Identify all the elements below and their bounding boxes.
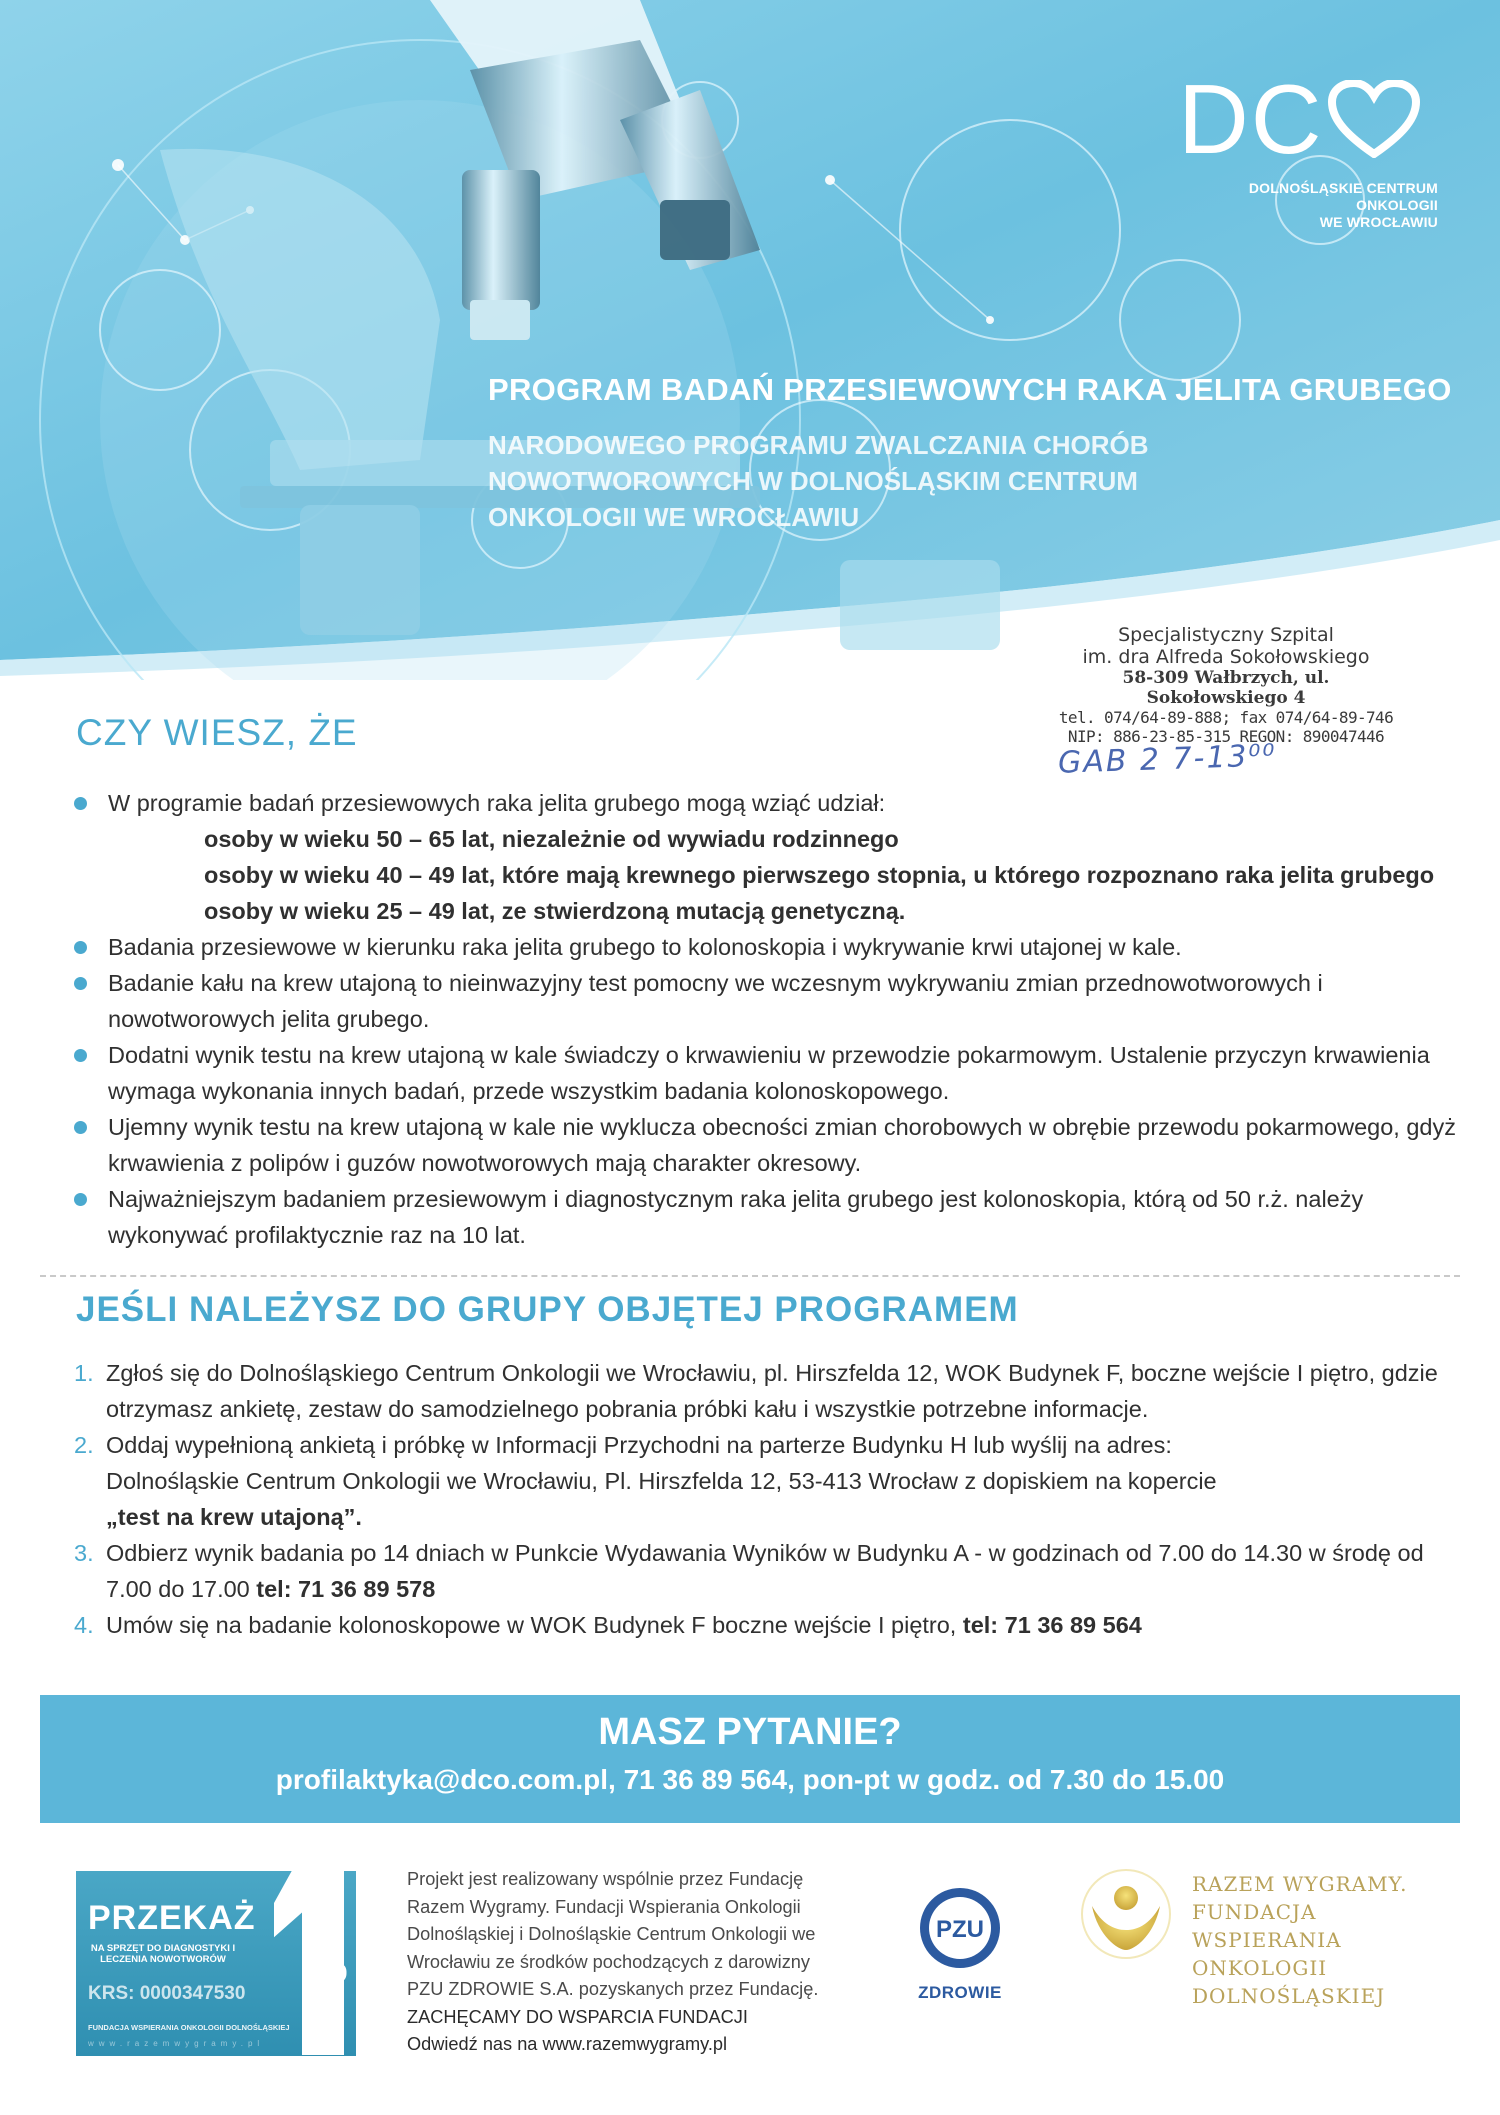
list-item [70, 1109, 1460, 1181]
step-item [70, 1535, 1460, 1607]
project-cta: ZACHĘCAMY DO WSPARCIA FUNDACJI [407, 2006, 748, 2027]
facts-list [70, 785, 1460, 1253]
razem-line1: RAZEM WYGRAMY. [1192, 1872, 1408, 1896]
banner-contact[interactable]: profilaktyka@dco.com.pl, 71 36 89 564, pon-pt w godz. od 7.30 do 15.00 [275, 1764, 1225, 1795]
stamp-line: Specjalistyczny Szpital [1118, 624, 1334, 646]
eligible-group: osoby w wieku 50 – 65 lat, niezależnie od wywiadu rodzinnego [204, 826, 899, 852]
list-item [70, 965, 1460, 1037]
razem-line3: ONKOLOGII DOLNOŚLĄSKIEJ [1192, 1956, 1386, 2008]
pzu-logo-icon [918, 1886, 1002, 1970]
list-item [70, 929, 1460, 965]
step-text: Oddaj wypełnioną ankietą i próbkę w Informacji Przychodni na parterze Budynku H lub wyślij na adres: [106, 1432, 1172, 1458]
step-number: 4. [74, 1612, 94, 1638]
pzu-label: ZDROWIE [918, 1983, 1002, 2002]
foundation-sun-icon [1078, 1866, 1174, 1962]
list-item-text: Najważniejszym badaniem przesiewowym i diagnostycznym raka jelita grubego jest kolonoskopia, którą od 50 r.ż. należy wykonywać profilaktycznie raz na 10 lat. [108, 1186, 1364, 1248]
step-number: 3. [74, 1540, 94, 1566]
steps-list [70, 1355, 1460, 1643]
step-item [70, 1355, 1460, 1427]
eligible-group: osoby w wieku 25 – 49 lat, ze stwierdzoną mutacją genetyczną. [204, 898, 906, 924]
stamp-line: im. dra Alfreda Sokołowskiego [1082, 646, 1370, 668]
donate-title: PRZEKAŻ [88, 1899, 256, 1937]
heart-icon [1328, 80, 1420, 158]
list-item-text: Badania przesiewowe w kierunku raka jelita grubego to kolonoskopia i wykrywanie krwi utajonej w kale. [108, 934, 1182, 960]
project-info [407, 1866, 847, 2059]
logo-mark: DC [1178, 64, 1324, 174]
list-item [70, 785, 1460, 821]
step-item [70, 1607, 1460, 1643]
step-text: Zgłoś się do Dolnośląskiego Centrum Onkologii we Wrocławiu, pl. Hirszfelda 12, WOK Budynek F, boczne wejście I piętro, gdzie otrzymasz ankietę, zestaw do samodzielnego pobrania próbki kału i wszystkie potrzebne informacje. [106, 1360, 1438, 1422]
list-item-text: Badanie kału na krew utajoną to nieinwazyjny test pomocny we wczesnym wykrywaniu zmian przednowotworowych i nowotworowych jelita grubego. [108, 970, 1323, 1032]
list-item [70, 1037, 1460, 1109]
project-visit[interactable]: Odwiedź nas na www.razemwygramy.pl [407, 2034, 728, 2054]
divider [40, 1275, 1460, 1277]
step-number: 1. [74, 1360, 94, 1386]
step-text: Odbierz wynik badania po 14 dniach w Punkcie Wydawania Wyników w Budynku A - w godzinach od 7.00 do 14.30 w środę od 7.00 do 17.00 [106, 1540, 1424, 1602]
step-text: Dolnośląskie Centrum Onkologii we Wrocławiu, Pl. Hirszfelda 12, 53-413 Wrocław z dopiskiem na kopercie [106, 1468, 1217, 1494]
donate-krs: KRS: 0000347530 [88, 1983, 246, 2004]
logo-subtitle-line2: WE WROCŁAWIU [1319, 214, 1438, 230]
step-text: Umów się na badanie kolonoskopowe w WOK Budynek F boczne wejście I piętro, [106, 1612, 957, 1638]
bullet-icon [74, 977, 87, 990]
step-phone[interactable]: tel: 71 36 89 564 [962, 1612, 1142, 1638]
list-item-text: Dodatni wynik testu na krew utajoną w kale świadczy o krwawieniu w przewodzie pokarmowym. Ustalenie przyczyn krwawienia wymaga wykonania innych badań, przede wszystkim badania kolonoskopowego. [108, 1042, 1430, 1104]
donate-one-percent-box [76, 1871, 356, 2056]
bullet-icon [74, 1049, 87, 1062]
bullet-icon [74, 1121, 87, 1134]
section-heading-group: JEŚLI NALEŻYSZ DO GRUPY OBJĘTEJ PROGRAMEM [76, 1290, 1019, 1329]
dco-logo [1178, 64, 1438, 231]
question-banner [40, 1695, 1460, 1823]
list-item-text: Ujemny wynik testu na krew utajoną w kale nie wyklucza obecności zmian chorobowych w obrębie przewodu pokarmowego, gdyż krwawienia z polipów i guzów nowotworowych mają charakter okresowy. [108, 1114, 1456, 1176]
step-item [70, 1427, 1460, 1535]
pzu-mark: PZU [936, 1916, 984, 1943]
step-number: 2. [74, 1432, 94, 1458]
percent-sign: % [312, 1946, 348, 1990]
razem-line2: FUNDACJA WSPIERANIA [1192, 1900, 1342, 1952]
banner-question: MASZ PYTANIE? [598, 1711, 902, 1753]
stamp-line: 58-309 Wałbrzych, ul. Sokołowskiego 4 [1122, 668, 1330, 708]
hospital-stamp [1056, 624, 1396, 746]
donate-subtitle: NA SPRZĘT DO DIAGNOSTYKI I LECZENIA NOWOTWORÓW [90, 1943, 236, 1965]
list-item [70, 1181, 1460, 1253]
handwritten-note: GAB 2 7-13⁰⁰ [1057, 738, 1278, 781]
section-heading-know: CZY WIESZ, ŻE [76, 712, 358, 753]
stamp-line: tel. 074/64-89-888; fax 074/64-89-746 [1058, 708, 1394, 727]
bullet-icon [74, 1193, 87, 1206]
hero-subtitle: NARODOWEGO PROGRAMU ZWALCZANIA CHORÓB NOWOTWOROWYCH W DOLNOŚLĄSKIM CENTRUM ONKOLOGII WE WROCŁAWIU [488, 430, 1149, 532]
bullet-icon [74, 797, 87, 810]
hero-title: PROGRAM BADAŃ PRZESIEWOWYCH RAKA JELITA GRUBEGO [488, 372, 1452, 407]
donate-url: www.razemwygramy.pl [88, 2039, 265, 2048]
step-phone[interactable]: tel: 71 36 89 578 [256, 1576, 436, 1602]
logo-subtitle-line1: DOLNOŚLĄSKIE CENTRUM ONKOLOGII [1248, 180, 1438, 213]
project-text: Projekt jest realizowany wspólnie przez Fundację Razem Wygramy. Fundacji Wspierania Onkologii Dolnośląskiej i Dolnośląskie Centrum Onkologii we Wrocławiu ze środków pochodzących z darowizny PZU ZDROWIE S.A. pozyskanych przez Fundację. [407, 1869, 819, 1999]
step-emphasis: „test na krew utajoną”. [106, 1504, 362, 1530]
razem-wygramy-logo [1078, 1866, 1458, 2008]
stamp-line: NIP: 886-23-85-315 REGON: 890047446 [1067, 727, 1385, 746]
pzu-zdrowie-logo [905, 1886, 1015, 2003]
list-item-text: W programie badań przesiewowych raka jelita grubego mogą wziąć udział: [108, 790, 886, 816]
hero-banner [0, 0, 1500, 680]
eligible-group: osoby w wieku 40 – 49 lat, które mają krewnego pierwszego stopnia, u którego rozpoznano raka jelita grubego [204, 862, 1435, 888]
bullet-icon [74, 941, 87, 954]
donate-foundation: FUNDACJA WSPIERANIA ONKOLOGII DOLNOŚLĄSKIEJ [88, 2023, 290, 2032]
